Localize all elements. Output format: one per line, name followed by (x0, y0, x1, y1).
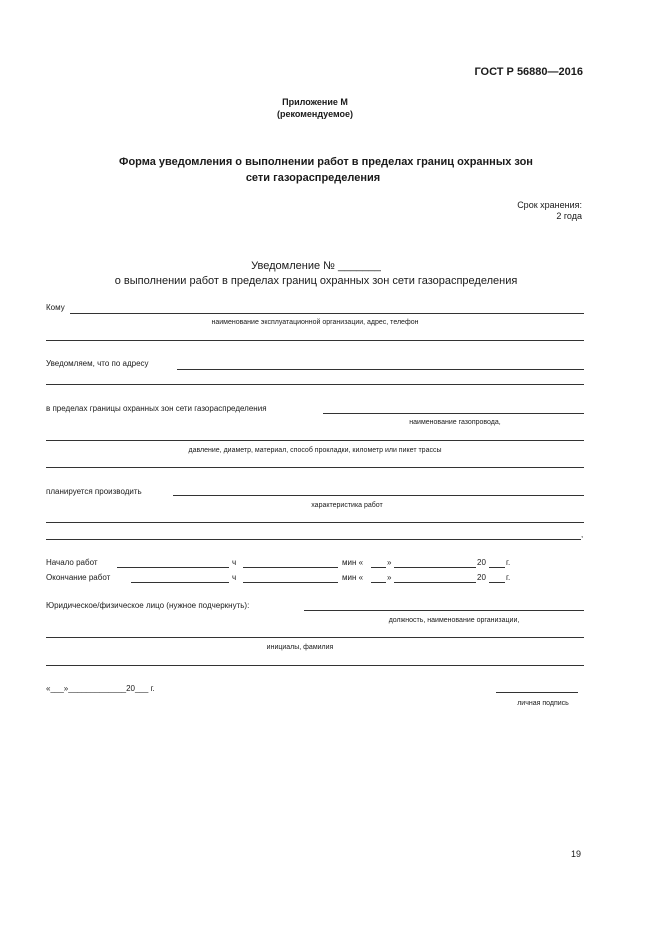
entity-label: Юридическое/физическое лицо (нужное подчеркнуть): (46, 601, 250, 610)
storage-label: Срок хранения: (517, 200, 582, 210)
end-month-input[interactable] (394, 582, 476, 583)
start-year-suffix: г. (506, 558, 511, 567)
initials-input-line[interactable] (46, 637, 584, 638)
notice-title: Уведомление № _______ (251, 260, 381, 272)
position-hint: должность, наименование организации, (388, 617, 520, 624)
to-hint: наименование эксплуатационной организации, адрес, телефон (211, 319, 419, 326)
work-input-line-2[interactable] (46, 522, 584, 523)
to-label: Кому (46, 303, 65, 312)
start-day-input[interactable] (371, 567, 386, 568)
appendix-subtitle: (рекомендуемое) (277, 109, 353, 119)
pipeline-hint: наименование газопровода, (409, 419, 501, 426)
start-hour-label: ч (232, 558, 237, 567)
end-min-input[interactable] (243, 582, 338, 583)
to-input-line-2[interactable] (46, 340, 584, 341)
initials-input-line-2[interactable] (46, 665, 584, 666)
pipeline-details-hint: давление, диаметр, материал, способ прокладки, километр или пикет трассы (188, 447, 442, 454)
position-input-line[interactable] (304, 610, 584, 611)
work-input-line[interactable] (173, 495, 584, 496)
start-label: Начало работ (46, 558, 98, 567)
end-year-suffix: г. (506, 573, 511, 582)
address-input-line[interactable] (177, 369, 584, 370)
form-title-line2: сети газораспределения (245, 172, 381, 184)
end-day-input[interactable] (371, 582, 386, 583)
work-hint: характеристика работ (311, 502, 383, 509)
start-min-label: мин « (342, 558, 364, 567)
end-label: Окончание работ (46, 573, 111, 582)
address-label: Уведомляем, что по адресу (46, 359, 149, 368)
start-month-input[interactable] (394, 567, 476, 568)
end-year-prefix: 20 (477, 573, 486, 582)
appendix-title: Приложение М (282, 97, 348, 107)
pipeline-input-line[interactable] (323, 413, 584, 414)
initials-hint: инициалы, фамилия (266, 644, 334, 651)
planned-label: планируется производить (46, 487, 142, 496)
standard-number: ГОСТ Р 56880—2016 (474, 66, 583, 78)
work-end-comma: , (581, 530, 584, 539)
to-input-line[interactable] (70, 313, 584, 314)
pipeline-details-line-2[interactable] (46, 467, 584, 468)
end-min-label: мин « (342, 573, 364, 582)
start-year-prefix: 20 (477, 558, 486, 567)
start-day-close: » (387, 558, 392, 567)
end-year-input[interactable] (489, 582, 505, 583)
notice-subtitle: о выполнении работ в пределах границ охранных зон сети газораспределения (114, 275, 518, 287)
end-hour-input[interactable] (131, 582, 229, 583)
zone-label: в пределах границы охранных зон сети газораспределения (46, 404, 267, 413)
form-title-line1: Форма уведомления о выполнении работ в пределах границ охранных зон (119, 156, 533, 168)
page-number: 19 (570, 849, 581, 859)
signature-hint: личная подпись (517, 700, 569, 707)
pipeline-details-line[interactable] (46, 440, 584, 441)
start-hour-input[interactable] (117, 567, 229, 568)
address-input-line-2[interactable] (46, 384, 584, 385)
start-year-input[interactable] (489, 567, 505, 568)
end-hour-label: ч (232, 573, 237, 582)
date-line[interactable]: «___»_____________20___ г. (46, 684, 155, 693)
start-min-input[interactable] (243, 567, 338, 568)
work-input-line-3[interactable] (46, 539, 581, 540)
storage-value: 2 года (556, 211, 582, 221)
signature-input-line[interactable] (496, 692, 578, 693)
end-day-close: » (387, 573, 392, 582)
